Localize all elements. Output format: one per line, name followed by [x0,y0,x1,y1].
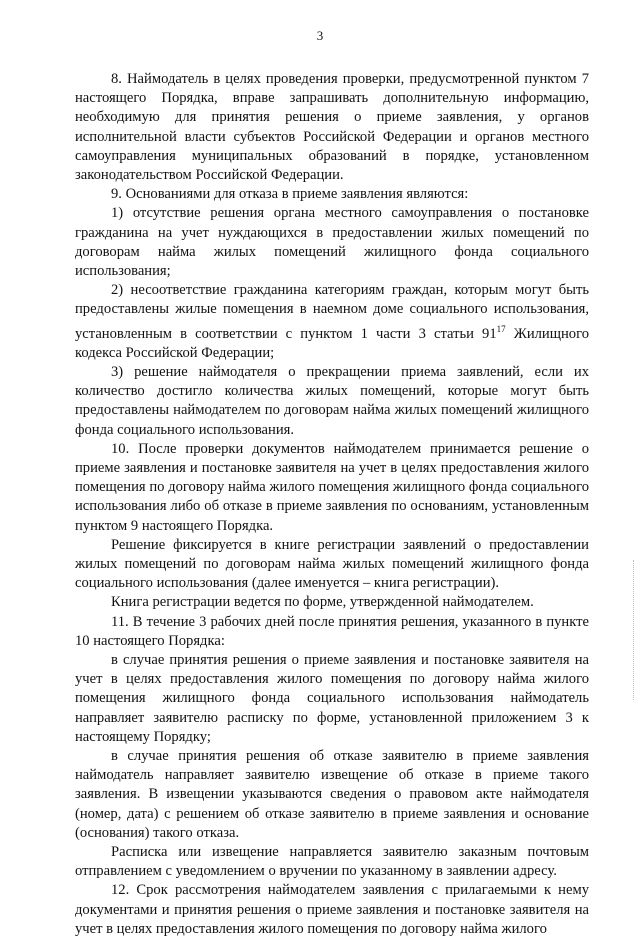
paragraph-10: 10. После проверки документов наймодателем принимается решение о приеме заявления и постановке заявителя на учет в целях предоставления жилого помещения по договору найма жилого помещения жилищного фонда социального использования либо об отказе в приеме заявления по основаниям, установленным пунктом 9 настоящего Порядка. [75,440,589,534]
paragraph-11-refusal: в случае принятия решения об отказе заявителю в приеме заявления наймодатель направляет заявителю извещение об отказе в приеме такого заявления. В извещении указываются сведения о правовом акте наймодателя (номер, дата) с решением об отказе заявителю в приеме заявления и основание (основания) такого отказа. [75,747,589,841]
paragraph-9-item-2-text: 2) несоответствие гражданина категориям граждан, которым могут быть предоставлены жилые помещения в наемном доме социального использования, установленным в соответствии с пунктом 1 части 3 статьи 91 [75,282,589,342]
paragraph-10-register: Книга регистрации ведется по форме, утвержденной наймодателем. [111,594,534,611]
paragraph-11-receipt: в случае принятия решения о приеме заявления и постановке заявителя на учет в целях предоставления жилого помещения по договору найма жилого помещения жилищного фонда социального использования наймодатель направляет заявителю расписку по форме, установленной приложением 3 к настоящему Порядку; [75,651,589,745]
paragraph-8: 8. Наймодатель в целях проведения проверки, предусмотренной пунктом 7 настоящего Порядка, вправе запрашивать дополнительную информацию, необходимую для принятия решения о приеме заявления, у органов исполнительной власти субъектов Российской Федерации и органов местного самоуправления муниципальных образований в порядке, установленном законодательством Российской Федерации. [75,71,589,184]
scan-edge-mark [632,560,634,700]
page-number: 3 [316,28,324,43]
article-superscript: 17 [496,323,506,334]
paragraph-11-delivery: Расписка или извещение направляется заявителю заказным почтовым отправлением с уведомлением о вручении по указанному в заявлении адресу. [75,843,589,880]
paragraph-11: 11. В течение 3 рабочих дней после принятия решения, указанного в пункте 10 настоящего Порядка: [75,613,589,649]
paragraph-9: 9. Основаниями для отказа в приеме заявления являются: [111,186,469,203]
document-body [75,70,589,939]
paragraph-9-item-2-tail: Жилищного кодекса Российской Федерации; [75,325,589,361]
paragraph-12: 12. Срок рассмотрения наймодателем заявления с прилагаемыми к нему документами и принятия решения о приеме заявления и постановке заявителя на учет в целях предоставления жилого помещения по договору найма жилого [75,882,589,937]
paragraph-10-decision: Решение фиксируется в книге регистрации заявлений о предоставлении жилых помещений по договорам найма жилых помещений жилищного фонда социального использования (далее именуется – книга регистрации). [75,536,589,592]
paragraph-9-item-2 [75,281,589,363]
paragraph-9-item-3: 3) решение наймодателя о прекращении приема заявлений, если их количество достигло количества жилых помещений, которые могут быть предоставлены наймодателем по договорам найма жилых помещений жилищного фонда социального использования. [75,363,589,438]
paragraph-9-item-1: 1) отсутствие решения органа местного самоуправления о постановке гражданина на учет нуждающихся в предоставлении жилых помещений по договорам найма жилых помещений жилищного фонда социального использования; [75,205,589,280]
